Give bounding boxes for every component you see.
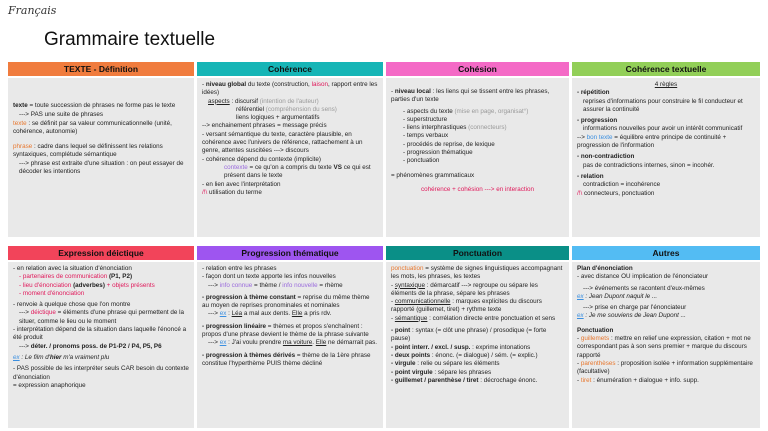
text-thematique-l7d: ma voiture [282, 339, 313, 347]
texte-l1: = toute succession de phrases ne forme pas le texte [27, 102, 176, 109]
text-ponctuation-l1b: = système de signes linguistiques accompagnant les mots, les phrases, les textes [391, 265, 563, 281]
text-deictique-l11: = expression anaphorique [13, 381, 86, 389]
text-deictique-l9a: ex [13, 353, 20, 361]
text-ponctuation-l5b: : syntax (= clôt une phrase) / prosodique (= forte pause) [391, 327, 547, 343]
text-coherence-l2c: (intention de l'auteur) [259, 97, 319, 105]
text-ponctuation-l7a: - deux points [391, 351, 431, 359]
texte-l5: ---> phrase est extraite d'une situation : on peut essayer de décoder les intentions [19, 159, 184, 176]
text-coherence-l8d: ce qui est présent dans le texte [224, 163, 371, 180]
text-thematique-l6b: = thèmes et propos s'enchaînent : propos d'une phrase devient le thème de la phrase suivante [202, 322, 369, 339]
text-autres-l2: - avec distance OU implication de l'énonciateur [577, 273, 709, 281]
text-line [202, 310, 378, 318]
texte-term-2: texte [13, 119, 27, 127]
text-autres-l5: ---> prise en charge par l'énonciateur [583, 304, 687, 312]
text-line [202, 352, 378, 369]
text-autres-l1: Plan d'énonciation [577, 265, 633, 272]
text-cohesion-i1a: - aspects du texte [403, 107, 455, 115]
text-thematique-l5f: Elle [291, 310, 303, 318]
text-thematique-l4b: = reprise du même thème au moyen de reprises pronominales et nominales [202, 293, 370, 310]
text-deictique-l1: - en relation avec la situation d'énonciation [13, 265, 132, 272]
header-autres: Autres [572, 246, 760, 260]
text-ponctuation-l4c: : corrélation directe entre ponctuation et sens [427, 314, 556, 322]
text-coherence-l4: liens logiques + argumentatifs [236, 114, 320, 122]
header-thematique: Progression thématique [197, 246, 383, 260]
text-coherence_textuelle-l1: - répétition [577, 89, 610, 97]
text-deictique-l10: - PAS possible de les interpréter seuls CAR besoin du contexte d'énonciation [13, 365, 189, 381]
text-line [13, 354, 189, 362]
text-line [391, 124, 564, 132]
text-thematique-l5c: : [226, 310, 232, 318]
text-deictique-l9c: hier [49, 353, 62, 361]
text-ponctuation-l9a: - point virgule [391, 368, 433, 376]
text-line [391, 360, 564, 368]
text-thematique-l5b: ex [219, 310, 227, 318]
header-coherence-textuelle: Cohérence textuelle [572, 62, 760, 76]
text-ponctuation-l1a: ponctuation [391, 265, 424, 272]
text-coherence-l7: - cohérence dépend du contexte (implicite) [202, 155, 322, 163]
text-thematique-l8b: = thème de la 1ère phrase constitue l'hyperthème PUIS thème décliné [202, 351, 371, 367]
text-line [13, 273, 189, 281]
text-line [202, 294, 378, 311]
texte-l2: ---> PAS une suite de phrases [19, 111, 104, 119]
text-autres-l9a: - [577, 359, 581, 367]
text-thematique-l3c: = thème / [252, 281, 283, 289]
text-coherence_textuelle-l4: informations nouvelles pour avoir un intérêt communicatif [583, 125, 743, 133]
text-thematique-l5e: a mal aux dents. [242, 310, 292, 318]
box-cohesion [386, 78, 569, 237]
phrase-term: phrase [13, 143, 33, 151]
text-coherence-l10b: utilisation du terme [207, 188, 262, 196]
text-cohesion-i3b: (connecteurs) [468, 124, 507, 132]
text-line [577, 335, 755, 360]
text-line [391, 88, 564, 105]
text-line [577, 134, 755, 151]
text-ponctuation-l8b: : relie ou sépare les éléments [415, 360, 500, 368]
text-coherence_textuelle-l6: - non-contradiction [577, 153, 635, 161]
text-deictique-l2a: - partenaires de communication [19, 273, 109, 281]
text-line [13, 309, 189, 326]
text-cohesion-l1a: - [391, 88, 395, 95]
text-thematique-l7c: : J'ai voulu prendre [226, 339, 283, 347]
text-coherence-l10a: /!\ [202, 188, 208, 196]
text-line [202, 189, 378, 197]
text-thematique-l2: - façon dont un texte apporte les infos nouvelles [202, 273, 336, 281]
text-thematique-l5a: ---> [208, 310, 220, 318]
text-line [391, 344, 564, 352]
text-coherence_textuelle-l9: contradiction = incohérence [583, 181, 661, 189]
text-coherence-l1a: - [202, 81, 206, 88]
text-thematique-l3d: info nouvelle [282, 281, 318, 289]
text-ponctuation-l4a: - [391, 314, 395, 322]
box-ponctuation [386, 262, 569, 428]
text-autres-l10a: - [577, 376, 581, 384]
text-line [202, 282, 378, 290]
text-coherence_textuelle-l5b: bon texte [586, 133, 613, 141]
text-thematique-l7a: ---> [208, 339, 220, 347]
text-cohesion-l1b: niveau local [394, 88, 431, 95]
text-ponctuation-l9b: : sépare les phrases [432, 368, 492, 376]
text-thematique-l5g: a pris rdv. [302, 310, 332, 318]
text-thematique-l7f: Elle [315, 339, 327, 347]
box-coherence [197, 78, 383, 237]
text-ponctuation-l5a: - point [391, 327, 411, 335]
text-line [577, 312, 755, 320]
text-deictique-l6c: = éléments d'une phrase qui permettent de la situer, comme le lieu ou le moment [19, 309, 185, 325]
text-coherence_textuelle-l10a: /!\ [577, 189, 583, 197]
text-thematique-l7e: . [312, 339, 316, 347]
text-autres-l6b: : Je me souviens de Jean Dupont ... [583, 312, 686, 320]
text-coherence-l5: --> enchainement phrases = message précis [202, 122, 327, 130]
text-ponctuation-l2c: : démarcatif ---> regroupe ou sépare les éléments de la phrase, sépare les phrases [391, 281, 538, 297]
text-cohesion-i4: - temps verbaux [403, 132, 449, 140]
text-coherence_textuelle-l2: reprises d'informations pour construire le fil conducteur et assurer la continuité [583, 97, 743, 113]
text-line [13, 120, 189, 137]
box-autres [572, 262, 760, 428]
text-ponctuation-l3b: communicationnelle [394, 298, 451, 306]
box-deictique [8, 262, 194, 428]
text-autres-l4b: : Jean Dupont naquit le ... [583, 292, 658, 300]
text-coherence-l1c: du texte (construction, [246, 81, 312, 88]
text-line [577, 190, 755, 198]
text-coherence_textuelle-l5c: = équilibre entre principe de continuité + progression de l'information [577, 133, 727, 150]
text-cohesion-i5: - procédés de reprise, de lexique [403, 140, 495, 148]
text-deictique-l8b: déter. / pronoms poss. de P1-P2 / P4, P5, P6 [30, 342, 162, 350]
text-autres-l10b: tiret [580, 376, 592, 384]
box-texte [8, 78, 194, 237]
text-deictique-l6b: déictique [30, 309, 56, 317]
text-autres-l4a: ex [577, 292, 584, 300]
text-thematique-l7g: ne démarrait pas. [326, 339, 378, 347]
text-line [202, 98, 378, 106]
text-line [13, 143, 189, 160]
text-ponctuation-l8a: - virgule [391, 360, 416, 368]
text-coherence-l2a: aspects [208, 97, 230, 105]
header-cohesion: Cohésion [386, 62, 569, 76]
text-line [202, 164, 378, 181]
text-line [13, 282, 189, 290]
text-cohesion-i3a: - liens interphrastiques [403, 124, 469, 132]
box-coherence-textuelle [572, 78, 760, 237]
text-coherence-l1b: niveau global [205, 81, 247, 88]
header-coherence: Cohérence [197, 62, 383, 76]
text-autres-l10c: : énumération + dialogue + info. supp. [591, 376, 699, 384]
text-deictique-l2b: (P1, P2) [108, 273, 133, 281]
texte-term: texte [13, 102, 28, 109]
text-line [391, 377, 564, 385]
texte-l3: : se définit par sa valeur communicationnelle (unité, cohérence, autonomie) [13, 119, 172, 135]
text-coherence-l8b: = ce qu'on a compris du texte [247, 163, 334, 171]
cohesion-interaction: cohérence + cohésion ---> en interaction [420, 185, 535, 193]
text-autres-l3: ---> événements se racontent d'eux-mêmes [583, 284, 705, 292]
text-deictique-l3b: (adverbes) [73, 281, 105, 289]
text-line [391, 108, 564, 116]
text-thematique-l3b: info connue [219, 281, 253, 289]
text-autres-l8a: - [577, 335, 581, 343]
text-cohesion-i1b: (mise en page, organisat°) [454, 107, 529, 115]
text-line [577, 293, 755, 301]
header-ponctuation: Ponctuation [386, 246, 569, 260]
subject-label: Français [8, 4, 57, 17]
text-ponctuation-l3c: : marques explicites du discours rapporté (guillemet, tiret) + rythme texte [391, 298, 542, 314]
text-deictique-l4: - moment d'énonciation [19, 289, 85, 297]
text-coherence_textuelle-l10b: connecteurs, ponctuation [582, 189, 655, 197]
text-cohesion-l2: = phénomènes grammaticaux [391, 171, 475, 179]
text-autres-l7: Ponctuation [577, 326, 614, 334]
text-ponctuation-l2a: - [391, 281, 395, 289]
text-line [391, 352, 564, 360]
text-coherence-l3a: référentiel [236, 105, 266, 113]
text-line [13, 102, 189, 110]
text-thematique-l8a: - progression à thèmes dérivés [202, 351, 296, 359]
text-coherence-l6: - versant sémantique du texte, caractère plausible, en cohérence avec l'univers de référence, rattachement à un genre, attentes suscitées ---> discours [202, 130, 363, 155]
text-coherence_textuelle-l5a: --> [577, 133, 587, 141]
text-cohesion-i6: - progression thématique [403, 149, 473, 157]
text-ponctuation-l2b: syntaxique [394, 281, 425, 289]
text-ponctuation-l4b: sémantique [394, 314, 428, 322]
text-line [202, 339, 378, 347]
text-line [391, 369, 564, 377]
text-line [391, 327, 564, 344]
text-deictique-l9b: : Le film d' [19, 353, 50, 361]
text-coherence-l1d: laison [311, 81, 329, 88]
text-line [391, 282, 564, 299]
box-thematique [197, 262, 383, 428]
text-deictique-l9d: m'a vraiment plu [61, 353, 110, 361]
text-cohesion-i2: - superstructure [403, 115, 448, 123]
texte-l4: : cadre dans lequel se définissent les relations syntaxiques, complétude sémantique [13, 143, 163, 159]
text-coherence-l2b: : discursif [229, 97, 260, 105]
text-coherence_textuelle-l3: - progression [577, 117, 618, 125]
text-coherence_textuelle-l7: pas de contradictions internes, sinon = incohér. [583, 161, 715, 169]
page-title: Grammaire textuelle [44, 29, 216, 50]
text-coherence-l9: - en lien avec l'interprétation [202, 180, 281, 188]
text-line [391, 298, 564, 315]
text-thematique-l4a: - progression à thème constant [202, 293, 296, 301]
text-coherence-l8c: VS [333, 163, 342, 171]
text-line [202, 323, 378, 340]
text-line [577, 360, 755, 377]
text-thematique-l3a: ---> [208, 281, 220, 289]
text-thematique-l3e: = rhème [317, 281, 343, 289]
text-ponctuation-l10a: - guillemet / parenthèse / tiret [391, 376, 479, 384]
text-autres-l8c: : mettre en relief une expression, citation + mot ne correspondant pas à son sens premier + marque du discours rapporté [577, 335, 751, 359]
text-ponctuation-l6a: - point interr. / excl. / susp. [391, 343, 471, 351]
text-coherence-l8a: contexte [224, 163, 248, 171]
text-ponctuation-l10b: : décrochage énonc. [478, 376, 538, 384]
text-deictique-l3c: + objets présents [104, 281, 155, 289]
text-autres-l9c: : proposition isolée + information supplémentaire (facultative) [577, 359, 753, 376]
text-deictique-l8a: ---> [19, 342, 31, 350]
text-coherence-l3b: (compréhension du sens) [265, 105, 337, 113]
text-deictique-l7: - interprétation dépend de la situation dans laquelle l'énoncé a été produit [13, 326, 187, 342]
text-autres-l9b: parenthèses [580, 359, 616, 367]
text-line [391, 315, 564, 323]
text-thematique-l5d: Léa [231, 310, 243, 318]
text-autres-l6a: ex [577, 312, 584, 320]
text-line [13, 343, 189, 351]
text-cohesion-l1c: : les liens qui se tissent entre les phrases, parties d'un texte [391, 88, 550, 104]
text-line [577, 377, 755, 385]
text-line [202, 81, 378, 98]
text-ponctuation-l7b: : énonc. (= dialogue) / sém. (= explic.) [430, 351, 538, 359]
text-coherence_textuelle-l0: 4 règles [654, 81, 678, 88]
text-thematique-l6a: - progression linéaire [202, 322, 267, 330]
text-deictique-l3a: - lieu d'énonciation [19, 281, 74, 289]
text-coherence-l1e: , rapport entre les idées) [202, 81, 378, 97]
text-deictique-l5: - renvoie à quelque chose que l'on montre [13, 301, 131, 309]
text-thematique-l1: - relation entre les phrases [202, 265, 277, 272]
text-line [202, 106, 378, 114]
header-deictique: Expression déictique [8, 246, 194, 260]
header-texte: TEXTE - Définition [8, 62, 194, 76]
text-thematique-l7b: ex [219, 339, 227, 347]
text-deictique-l6a: ---> [19, 309, 31, 317]
text-line [391, 265, 564, 282]
text-ponctuation-l6b: : exprime intonations [470, 343, 531, 351]
text-coherence_textuelle-l8: - relation [577, 172, 604, 180]
text-autres-l8b: guillemets [580, 335, 610, 343]
text-cohesion-i7: - ponctuation [403, 157, 440, 165]
text-ponctuation-l3a: - [391, 298, 395, 306]
